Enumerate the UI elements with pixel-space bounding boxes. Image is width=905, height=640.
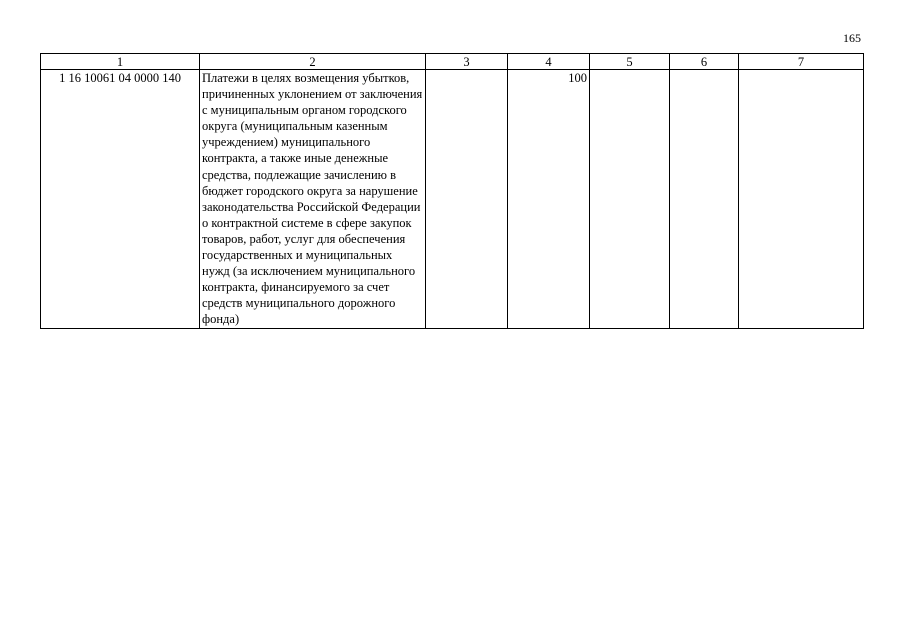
column-header-6: 6	[670, 54, 739, 70]
column-header-3: 3	[426, 54, 508, 70]
budget-table	[40, 53, 864, 329]
column-3-cell	[426, 70, 508, 329]
page-number: 165	[843, 31, 861, 45]
description-cell: Платежи в целях возмещения убытков, причиненных уклонением от заключения с муниципальным органом городского округа (муниципальным казенным учреждением) муниципального контракта, а также иные денежные средства, подлежащие зачислению в бюджет городского округа за нарушение законодательства Российской Федерации о контрактной системе в сфере закупок товаров, работ, услуг для обеспечения государственных и муниципальных нужд (за исключением муниципального контракта, финансируемого за счет средств муниципального дорожного фонда)	[200, 70, 426, 329]
table-row	[41, 70, 864, 329]
table-header-row	[41, 54, 864, 70]
column-header-5: 5	[590, 54, 670, 70]
column-7-cell	[739, 70, 864, 329]
column-5-cell	[590, 70, 670, 329]
column-header-4: 4	[508, 54, 590, 70]
column-header-7: 7	[739, 54, 864, 70]
column-6-cell	[670, 70, 739, 329]
column-header-2: 2	[200, 54, 426, 70]
column-header-1: 1	[41, 54, 200, 70]
amount-cell: 100	[508, 70, 590, 329]
budget-code-cell: 1 16 10061 04 0000 140	[41, 70, 200, 329]
